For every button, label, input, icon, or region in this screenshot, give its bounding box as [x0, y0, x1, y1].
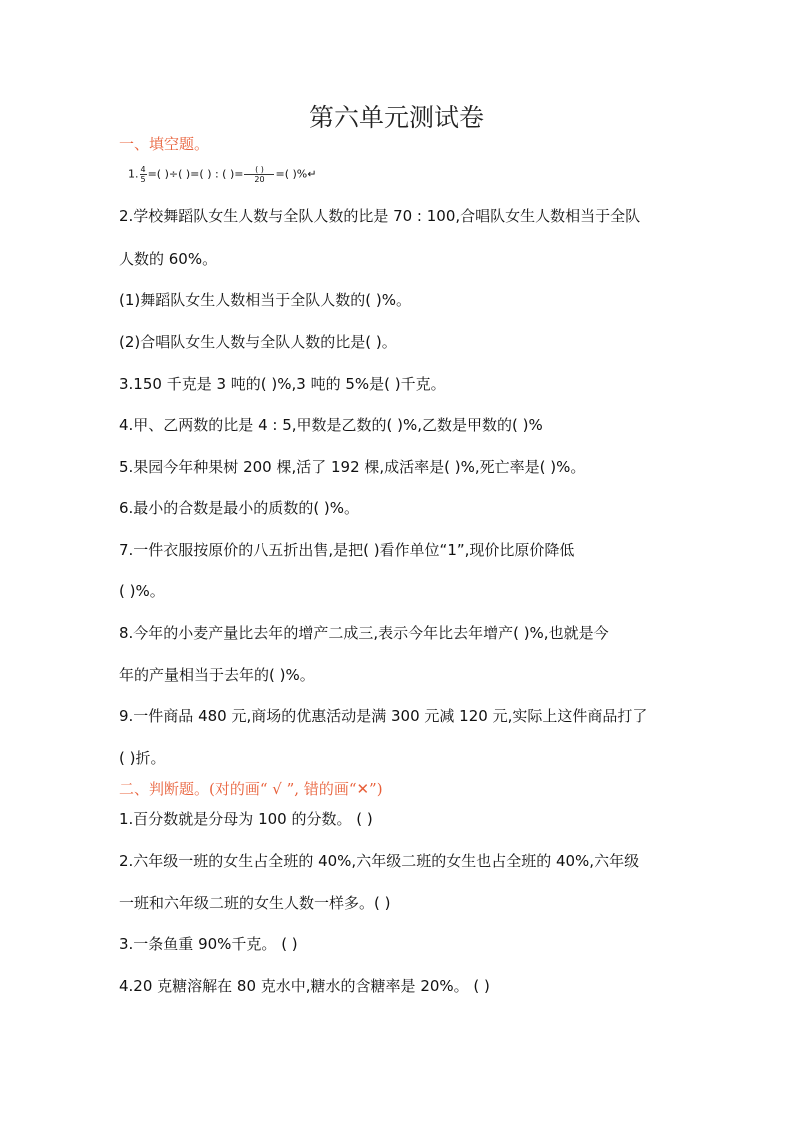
question-2-sub-2: (2)合唱队女生人数与全队人数的比是( )。	[119, 333, 397, 351]
question-1-prefix: 1.	[128, 167, 139, 181]
question-9-line-1: 9.一件商品 480 元,商场的优惠活动是满 300 元减 120 元,实际上这件商品打了	[119, 707, 648, 725]
question-2-sub-1: (1)舞蹈队女生人数相当于全队人数的( )%。	[119, 291, 411, 309]
section-heading-fill-blank: 一、填空题。	[119, 135, 210, 153]
judge-question-1: 1.百分数就是分母为 100 的分数。 ( )	[119, 810, 373, 828]
question-3: 3.150 千克是 3 吨的( )%,3 吨的 5%是( )千克。	[119, 375, 446, 393]
fraction-numerator: 4	[140, 165, 146, 174]
question-8-line-1: 8.今年的小麦产量比去年的增产二成三,表示今年比去年增产( )%,也就是今	[119, 624, 609, 642]
judge-question-2-line-2: 一班和六年级二班的女生人数一样多。( )	[119, 894, 391, 912]
question-9-line-2: ( )折。	[119, 749, 166, 767]
question-1-suffix: =( )%↵	[275, 167, 317, 181]
fraction-denominator-twenty: 20	[254, 175, 265, 184]
section-heading-true-false: 二、判断题。(对的画“ √ ”, 错的画“✕”)	[119, 780, 383, 798]
question-4: 4.甲、乙两数的比是 4 : 5,甲数是乙数的( )%,乙数是甲数的( )%	[119, 416, 543, 434]
question-1	[128, 165, 316, 184]
question-1-middle: =( )÷( )=( ) : ( )=	[147, 167, 244, 181]
fraction-over-twenty	[244, 165, 274, 184]
fraction-four-fifths	[140, 165, 147, 184]
fraction-numerator-blank: ( )	[244, 165, 274, 175]
judge-question-2-line-1: 2.六年级一班的女生占全班的 40%,六年级二班的女生也占全班的 40%,六年级	[119, 852, 640, 870]
question-7-line-1: 7.一件衣服按原价的八五折出售,是把( )看作单位“1”,现价比原价降低	[119, 541, 575, 559]
page-title: 第六单元测试卷	[308, 103, 484, 132]
fraction-denominator: 5	[140, 175, 146, 184]
question-2-line-1: 2.学校舞蹈队女生人数与全队人数的比是 70 : 100,合唱队女生人数相当于全队	[119, 207, 641, 225]
judge-question-3: 3.一条鱼重 90%千克。 ( )	[119, 935, 298, 953]
judge-question-4: 4.20 克糖溶解在 80 克水中,糖水的含糖率是 20%。 ( )	[119, 977, 490, 995]
question-2-line-2: 人数的 60%。	[119, 250, 218, 268]
question-5: 5.果园今年种果树 200 棵,活了 192 棵,成活率是( )%,死亡率是( )%。	[119, 458, 586, 476]
question-7-line-2: ( )%。	[119, 582, 165, 600]
question-6: 6.最小的合数是最小的质数的( )%。	[119, 499, 360, 517]
question-8-line-2: 年的产量相当于去年的( )%。	[119, 666, 315, 684]
